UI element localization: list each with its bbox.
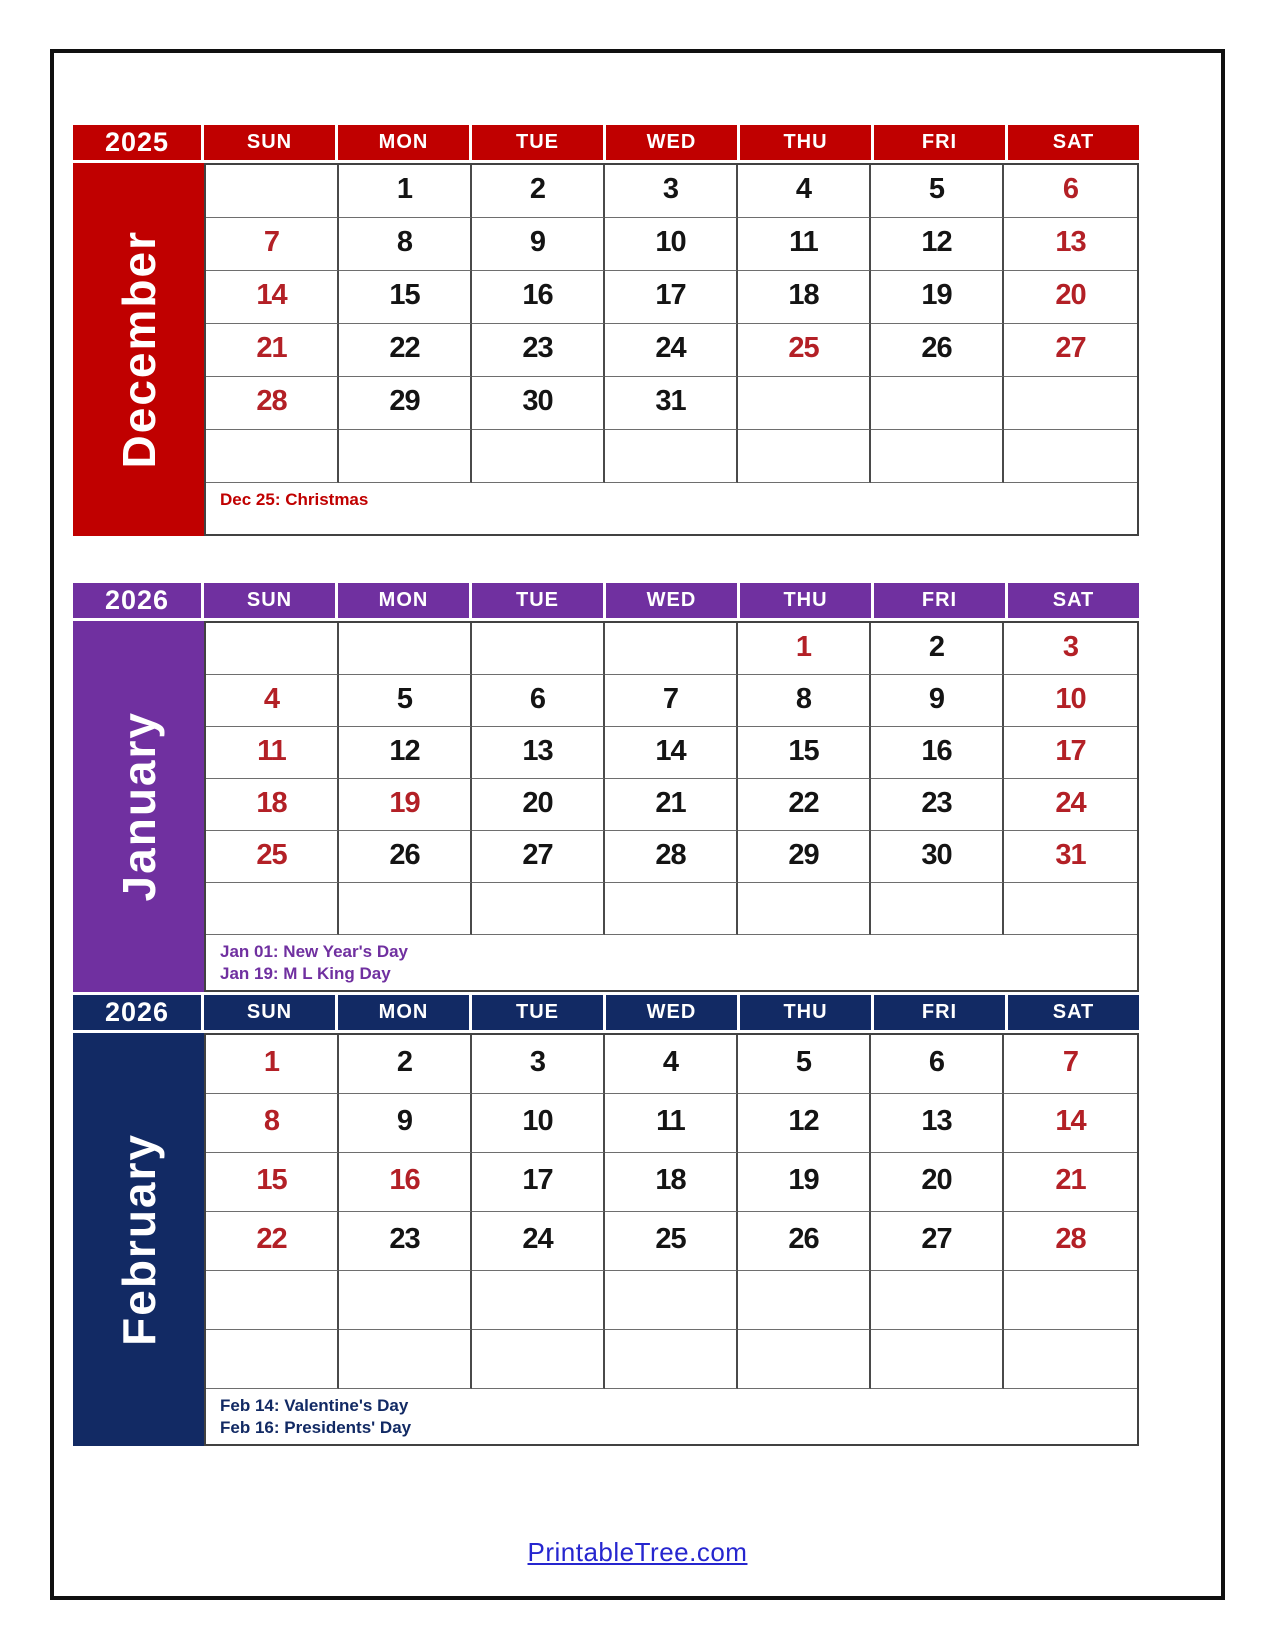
month-header-row: [73, 995, 1139, 1030]
date-cell: 8: [738, 675, 871, 727]
date-cell: 21: [1004, 1153, 1137, 1212]
date-cell: 12: [339, 727, 472, 779]
empty-date-cell: [472, 623, 605, 675]
month-body: [73, 1033, 1139, 1446]
date-cell: 4: [206, 675, 339, 727]
day-header-sun: SUN: [204, 583, 335, 618]
holiday-notes: [206, 483, 1137, 534]
weeks-grid: [206, 623, 1137, 935]
day-header-thu: THU: [740, 125, 871, 160]
month-name-sidebar: [73, 621, 204, 992]
date-cell: 13: [871, 1094, 1004, 1153]
empty-date-cell: [472, 1330, 605, 1389]
empty-date-cell: [738, 883, 871, 935]
month-body: [73, 163, 1139, 536]
date-cell: 31: [605, 377, 738, 430]
date-cell: 15: [339, 271, 472, 324]
date-cell: 6: [871, 1035, 1004, 1094]
date-cell: 19: [738, 1153, 871, 1212]
date-cell: 7: [605, 675, 738, 727]
day-header-fri: FRI: [874, 125, 1005, 160]
date-cell: 13: [1004, 218, 1137, 271]
date-cell: 23: [472, 324, 605, 377]
date-cell: 19: [339, 779, 472, 831]
date-cell: 11: [605, 1094, 738, 1153]
date-cell: 22: [339, 324, 472, 377]
date-cell: 27: [472, 831, 605, 883]
printabletree-link[interactable]: PrintableTree.com: [527, 1537, 748, 1567]
empty-date-cell: [472, 430, 605, 483]
date-cell: 24: [605, 324, 738, 377]
empty-date-cell: [206, 430, 339, 483]
empty-date-cell: [605, 1330, 738, 1389]
empty-date-cell: [871, 430, 1004, 483]
day-header-wed: WED: [606, 583, 737, 618]
date-cell: 12: [871, 218, 1004, 271]
day-header-sun: SUN: [204, 125, 335, 160]
empty-date-cell: [206, 883, 339, 935]
empty-date-cell: [206, 1330, 339, 1389]
date-cell: 25: [206, 831, 339, 883]
date-cell: 15: [206, 1153, 339, 1212]
date-cell: 25: [605, 1212, 738, 1271]
date-cell: 14: [206, 271, 339, 324]
month-header-row: [73, 125, 1139, 160]
empty-date-cell: [339, 1271, 472, 1330]
date-cell: 29: [738, 831, 871, 883]
date-cell: 17: [472, 1153, 605, 1212]
day-header-sun: SUN: [204, 995, 335, 1030]
holiday-note-line: Feb 14: Valentine's Day: [220, 1396, 409, 1415]
date-cell: 18: [738, 271, 871, 324]
holiday-note-line: Feb 16: Presidents' Day: [220, 1418, 412, 1438]
date-cell: 5: [871, 165, 1004, 218]
holiday-note-line: Jan 19: M L King Day: [220, 964, 391, 984]
month-body: [73, 621, 1139, 992]
date-cell: 21: [206, 324, 339, 377]
month-name-label: December: [112, 230, 165, 469]
date-cell: 26: [738, 1212, 871, 1271]
date-cell: 11: [206, 727, 339, 779]
date-cell: 10: [1004, 675, 1137, 727]
day-header-mon: MON: [338, 125, 469, 160]
holiday-notes: [206, 935, 1137, 990]
date-cell: 12: [738, 1094, 871, 1153]
date-cell: 20: [1004, 271, 1137, 324]
date-cell: 3: [605, 165, 738, 218]
date-cell: 16: [339, 1153, 472, 1212]
date-cell: 5: [738, 1035, 871, 1094]
date-cell: 16: [871, 727, 1004, 779]
date-cell: 24: [472, 1212, 605, 1271]
day-header-mon: MON: [338, 995, 469, 1030]
day-header-wed: WED: [606, 125, 737, 160]
empty-date-cell: [339, 623, 472, 675]
date-cell: 1: [206, 1035, 339, 1094]
year-label: 2026: [73, 995, 201, 1030]
date-cell: 6: [472, 675, 605, 727]
date-cell: 8: [206, 1094, 339, 1153]
date-cell: 18: [206, 779, 339, 831]
date-cell: 28: [206, 377, 339, 430]
empty-date-cell: [206, 623, 339, 675]
date-cell: 19: [871, 271, 1004, 324]
date-cell: 1: [339, 165, 472, 218]
empty-date-cell: [1004, 883, 1137, 935]
day-header-thu: THU: [740, 583, 871, 618]
day-header-thu: THU: [740, 995, 871, 1030]
day-header-sat: SAT: [1008, 583, 1139, 618]
date-cell: 27: [1004, 324, 1137, 377]
date-cell: 7: [206, 218, 339, 271]
month-block-december-2025: [73, 125, 1139, 536]
day-header-wed: WED: [606, 995, 737, 1030]
day-header-sat: SAT: [1008, 995, 1139, 1030]
day-header-fri: FRI: [874, 995, 1005, 1030]
date-cell: 23: [339, 1212, 472, 1271]
holiday-notes: [206, 1389, 1137, 1444]
date-cell: 3: [1004, 623, 1137, 675]
date-cell: 4: [605, 1035, 738, 1094]
date-cell: 4: [738, 165, 871, 218]
empty-date-cell: [871, 883, 1004, 935]
empty-date-cell: [605, 430, 738, 483]
empty-date-cell: [472, 1271, 605, 1330]
empty-date-cell: [339, 1330, 472, 1389]
date-cell: 26: [339, 831, 472, 883]
date-cell: 2: [871, 623, 1004, 675]
weeks-grid: [206, 165, 1137, 483]
date-cell: 28: [605, 831, 738, 883]
dates-grid-wrap: [204, 163, 1139, 536]
date-cell: 27: [871, 1212, 1004, 1271]
date-cell: 20: [871, 1153, 1004, 1212]
empty-date-cell: [605, 623, 738, 675]
empty-date-cell: [738, 1271, 871, 1330]
month-header-row: [73, 583, 1139, 618]
empty-date-cell: [206, 165, 339, 218]
date-cell: 26: [871, 324, 1004, 377]
month-name-label: February: [112, 1133, 165, 1346]
date-cell: 10: [605, 218, 738, 271]
day-header-fri: FRI: [874, 583, 1005, 618]
date-cell: 24: [1004, 779, 1137, 831]
date-cell: 28: [1004, 1212, 1137, 1271]
date-cell: 1: [738, 623, 871, 675]
date-cell: 22: [738, 779, 871, 831]
month-name-sidebar: [73, 1033, 204, 1446]
empty-date-cell: [738, 430, 871, 483]
date-cell: 23: [871, 779, 1004, 831]
empty-date-cell: [738, 1330, 871, 1389]
empty-date-cell: [1004, 430, 1137, 483]
footer: [0, 1537, 1275, 1568]
date-cell: 17: [605, 271, 738, 324]
date-cell: 14: [1004, 1094, 1137, 1153]
date-cell: 10: [472, 1094, 605, 1153]
date-cell: 13: [472, 727, 605, 779]
date-cell: 2: [472, 165, 605, 218]
empty-date-cell: [605, 883, 738, 935]
empty-date-cell: [1004, 1271, 1137, 1330]
month-name-label: January: [112, 711, 165, 902]
holiday-note-line: Dec 25: Christmas: [220, 490, 369, 509]
date-cell: 9: [339, 1094, 472, 1153]
date-cell: 31: [1004, 831, 1137, 883]
month-name-sidebar: [73, 163, 204, 536]
weeks-grid: [206, 1035, 1137, 1389]
day-header-tue: TUE: [472, 583, 603, 618]
date-cell: 7: [1004, 1035, 1137, 1094]
date-cell: 17: [1004, 727, 1137, 779]
date-cell: 3: [472, 1035, 605, 1094]
date-cell: 5: [339, 675, 472, 727]
year-label: 2026: [73, 583, 201, 618]
day-header-tue: TUE: [472, 125, 603, 160]
date-cell: 20: [472, 779, 605, 831]
date-cell: 8: [339, 218, 472, 271]
date-cell: 11: [738, 218, 871, 271]
date-cell: 2: [339, 1035, 472, 1094]
empty-date-cell: [738, 377, 871, 430]
empty-date-cell: [871, 1330, 1004, 1389]
empty-date-cell: [605, 1271, 738, 1330]
empty-date-cell: [472, 883, 605, 935]
date-cell: 21: [605, 779, 738, 831]
day-header-sat: SAT: [1008, 125, 1139, 160]
empty-date-cell: [1004, 1330, 1137, 1389]
month-block-february-2026: [73, 995, 1139, 1446]
date-cell: 22: [206, 1212, 339, 1271]
month-block-january-2026: [73, 583, 1139, 992]
date-cell: 9: [871, 675, 1004, 727]
date-cell: 16: [472, 271, 605, 324]
date-cell: 9: [472, 218, 605, 271]
dates-grid-wrap: [204, 621, 1139, 992]
date-cell: 30: [871, 831, 1004, 883]
empty-date-cell: [1004, 377, 1137, 430]
date-cell: 18: [605, 1153, 738, 1212]
empty-date-cell: [339, 883, 472, 935]
empty-date-cell: [339, 430, 472, 483]
date-cell: 15: [738, 727, 871, 779]
day-header-mon: MON: [338, 583, 469, 618]
empty-date-cell: [871, 1271, 1004, 1330]
date-cell: 6: [1004, 165, 1137, 218]
empty-date-cell: [206, 1271, 339, 1330]
day-header-tue: TUE: [472, 995, 603, 1030]
year-label: 2025: [73, 125, 201, 160]
empty-date-cell: [871, 377, 1004, 430]
dates-grid-wrap: [204, 1033, 1139, 1446]
date-cell: 29: [339, 377, 472, 430]
date-cell: 14: [605, 727, 738, 779]
date-cell: 25: [738, 324, 871, 377]
date-cell: 30: [472, 377, 605, 430]
holiday-note-line: Jan 01: New Year's Day: [220, 942, 409, 961]
